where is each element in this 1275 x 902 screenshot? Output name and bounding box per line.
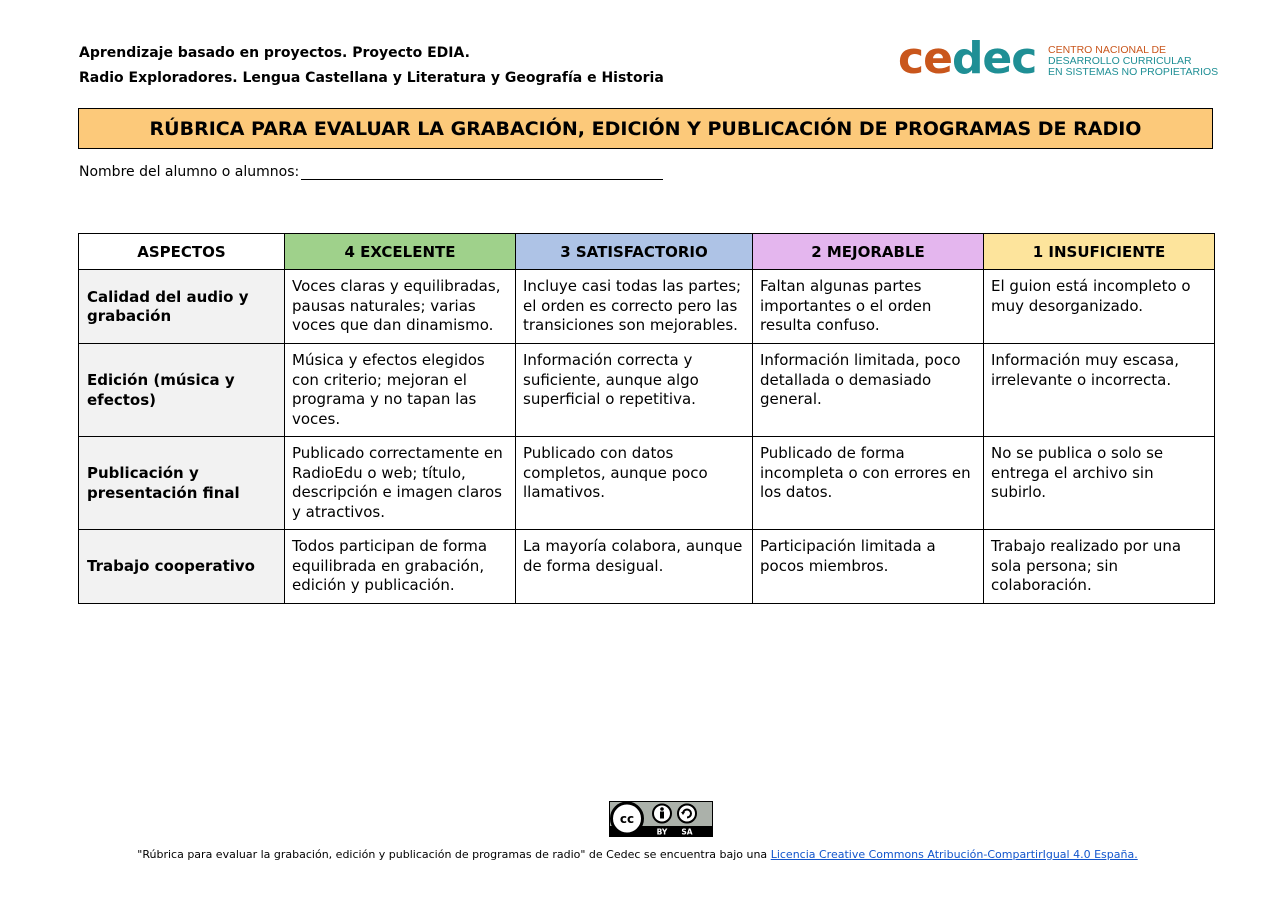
cell-level2: Información limitada, poco detallada o demasiado general. — [753, 344, 984, 437]
cell-level3: Incluye casi todas las partes; el orden es correcto pero las transiciones son mejorables. — [516, 270, 753, 344]
row-aspect: Trabajo cooperativo — [79, 530, 285, 604]
cell-level4: Música y efectos elegidos con criterio; mejoran el programa y no tapan las voces. — [285, 344, 516, 437]
rubric-table — [78, 233, 1215, 604]
cell-level3: Información correcta y suficiente, aunque algo superficial o repetitiva. — [516, 344, 753, 437]
logo-word-part1: ce — [898, 33, 952, 84]
table-row — [79, 344, 1215, 437]
logo-sub-line1: CENTRO NACIONAL DE — [1048, 44, 1167, 56]
rubric-title: RÚBRICA PARA EVALUAR LA GRABACIÓN, EDICIÓN Y PUBLICACIÓN DE PROGRAMAS DE RADIO — [78, 108, 1213, 149]
license-link[interactable]: Licencia Creative Commons Atribución-CompartirIgual 4.0 España. — [770, 848, 1138, 861]
cell-level2: Publicado de forma incompleta o con errores en los datos. — [753, 437, 984, 530]
student-name-blank[interactable] — [301, 163, 663, 180]
cell-level4: Publicado correctamente en RadioEdu o web; título, descripción e imagen claros y atractivos. — [285, 437, 516, 530]
col-header-level1: 1 INSUFICIENTE — [984, 234, 1215, 270]
cc-by-sa-icon[interactable] — [609, 801, 713, 837]
logo-sub-line2: DESARROLLO CURRICULAR — [1048, 55, 1192, 67]
cell-level1: Información muy escasa, irrelevante o incorrecta. — [984, 344, 1215, 437]
svg-text:cc: cc — [619, 812, 635, 826]
cell-level4: Todos participan de forma equilibrada en grabación, edición y publicación. — [285, 530, 516, 604]
cedec-wordmark — [898, 34, 1036, 84]
table-row — [79, 437, 1215, 530]
footer-text: "Rúbrica para evaluar la grabación, edición y publicación de programas de radio" de Cedec se encuentra bajo una — [137, 848, 771, 861]
header-project-line: Aprendizaje basado en proyectos. Proyecto EDIA. — [79, 45, 470, 61]
col-header-aspects: ASPECTOS — [79, 234, 285, 270]
cell-level3: La mayoría colabora, aunque de forma desigual. — [516, 530, 753, 604]
cc-label-by: BY — [656, 827, 668, 837]
table-row — [79, 270, 1215, 344]
row-aspect: Publicación y presentación final — [79, 437, 285, 530]
table-row — [79, 530, 1215, 604]
cell-level2: Faltan algunas partes importantes o el orden resulta confuso. — [753, 270, 984, 344]
cell-level2: Participación limitada a pocos miembros. — [753, 530, 984, 604]
cell-level4: Voces claras y equilibradas, pausas naturales; varias voces que dan dinamismo. — [285, 270, 516, 344]
cedec-subtitle — [1048, 45, 1218, 78]
row-aspect: Calidad del audio y grabación — [79, 270, 285, 344]
row-aspect: Edición (música y efectos) — [79, 344, 285, 437]
cell-level1: Trabajo realizado por una sola persona; sin colaboración. — [984, 530, 1215, 604]
logo-word-part2: dec — [951, 33, 1037, 84]
student-name-field — [79, 163, 663, 180]
license-footer — [0, 848, 1275, 861]
header-row — [79, 234, 1215, 270]
cell-level3: Publicado con datos completos, aunque poco llamativos. — [516, 437, 753, 530]
cell-level1: No se publica o solo se entrega el archivo sin subirlo. — [984, 437, 1215, 530]
col-header-level2: 2 MEJORABLE — [753, 234, 984, 270]
student-name-label: Nombre del alumno o alumnos: — [79, 164, 300, 180]
logo-sub-line3: EN SISTEMAS NO PROPIETARIOS — [1048, 66, 1219, 78]
cell-level1: El guion está incompleto o muy desorganizado. — [984, 270, 1215, 344]
col-header-level4: 4 EXCELENTE — [285, 234, 516, 270]
cedec-logo — [898, 33, 1219, 84]
col-header-level3: 3 SATISFACTORIO — [516, 234, 753, 270]
cc-label-sa: SA — [681, 827, 693, 837]
header-subject-line: Radio Exploradores. Lengua Castellana y Literatura y Geografía e Historia — [79, 70, 664, 86]
